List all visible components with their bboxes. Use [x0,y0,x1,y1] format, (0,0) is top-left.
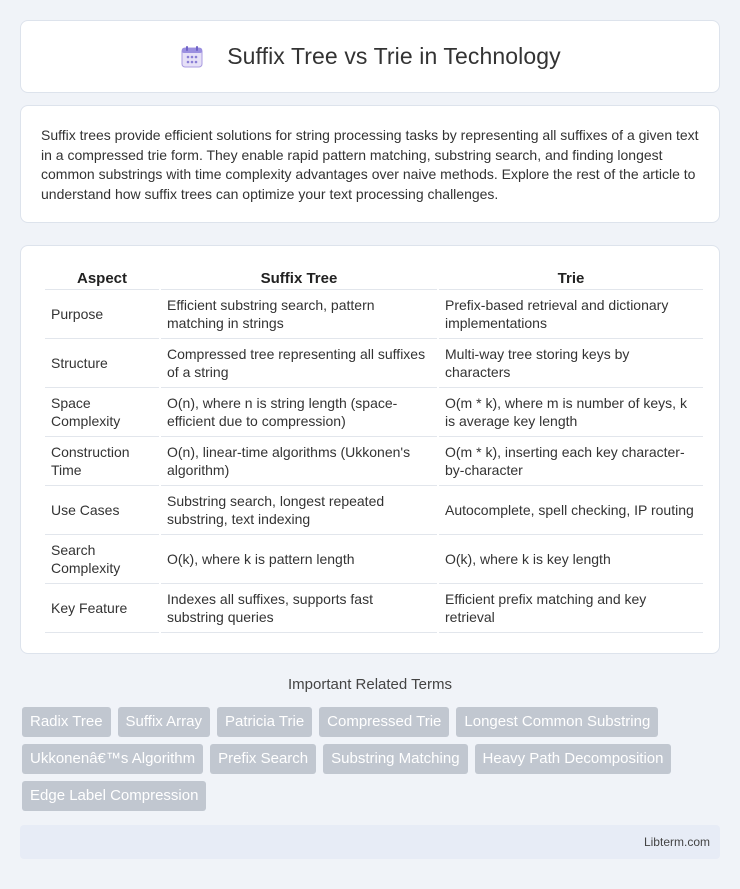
tag-suffix-array[interactable]: Suffix Array [118,707,210,737]
table-row [45,339,703,388]
row-suffix-tree: O(n), linear-time algorithms (Ukkonen's algorithm) [161,437,437,486]
row-suffix-tree: O(n), where n is string length (space-efficient due to compression) [161,388,437,437]
header-aspect: Aspect [45,264,159,290]
related-terms-title: Important Related Terms [288,676,452,693]
row-trie: Efficient prefix matching and key retrieval [439,584,703,633]
row-suffix-tree: O(k), where k is pattern length [161,535,437,584]
comparison-table [43,264,705,633]
header-suffix-tree: Suffix Tree [161,264,437,290]
tag-ukkonens-algorithm[interactable]: Ukkonenâ€™s Algorithm [22,744,203,774]
row-aspect: Search Complexity [45,535,159,584]
tag-compressed-trie[interactable]: Compressed Trie [319,707,449,737]
row-trie: Prefix-based retrieval and dictionary implementations [439,290,703,339]
row-aspect: Construction Time [45,437,159,486]
row-aspect: Use Cases [45,486,159,535]
calendar-icon [179,44,205,70]
table-row [45,486,703,535]
row-trie: O(m * k), inserting each key character-by-character [439,437,703,486]
tag-patricia-trie[interactable]: Patricia Trie [217,707,312,737]
intro-card [20,105,720,223]
footer-site-link[interactable]: Libterm.com [643,835,710,849]
footer [20,825,720,859]
tag-radix-tree[interactable]: Radix Tree [22,707,111,737]
table-row [45,388,703,437]
tag-heavy-path-decomposition[interactable]: Heavy Path Decomposition [475,744,672,774]
row-suffix-tree: Substring search, longest repeated substring, text indexing [161,486,437,535]
row-suffix-tree: Compressed tree representing all suffixes of a string [161,339,437,388]
row-aspect: Purpose [45,290,159,339]
intro-text: Suffix trees provide efficient solutions for string processing tasks by representing all suffixes of a given text in a compressed trie form. They enable rapid pattern matching, substring search, and finding longest common substrings with time complexity advantages over naive methods. Explore the rest of the article to understand how suffix trees can optimize your text processing challenges. [41,127,699,202]
table-row [45,437,703,486]
tag-edge-label-compression[interactable]: Edge Label Compression [22,781,206,811]
tag-longest-common-substring[interactable]: Longest Common Substring [456,707,658,737]
row-trie: Multi-way tree storing keys by characters [439,339,703,388]
row-suffix-tree: Efficient substring search, pattern matching in strings [161,290,437,339]
row-trie: O(m * k), where m is number of keys, k is average key length [439,388,703,437]
row-aspect: Structure [45,339,159,388]
table-header-row [45,264,703,290]
row-aspect: Key Feature [45,584,159,633]
page-title: Suffix Tree vs Trie in Technology [227,43,561,69]
row-aspect: Space Complexity [45,388,159,437]
comparison-table-card [20,245,720,654]
row-trie: O(k), where k is key length [439,535,703,584]
tag-prefix-search[interactable]: Prefix Search [210,744,316,774]
table-row [45,535,703,584]
row-suffix-tree: Indexes all suffixes, supports fast substring queries [161,584,437,633]
header-card [20,20,720,93]
row-trie: Autocomplete, spell checking, IP routing [439,486,703,535]
related-terms-tags [22,707,722,818]
header-trie: Trie [439,264,703,290]
table-row [45,584,703,633]
table-row [45,290,703,339]
tag-substring-matching[interactable]: Substring Matching [323,744,467,774]
